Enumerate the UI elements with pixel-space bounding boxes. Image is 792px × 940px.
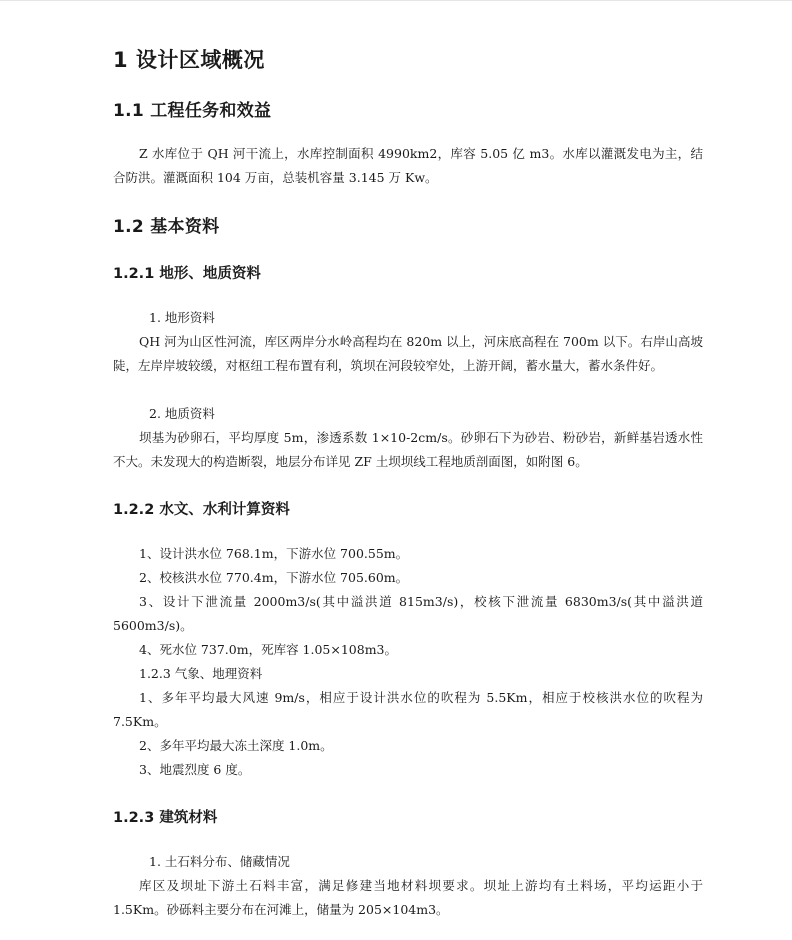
item-label-terrain: 1. 地形资料 <box>149 310 215 325</box>
list-item-check-flood: 2、校核洪水位 770.4m，下游水位 705.60m。 <box>139 570 409 585</box>
page-top-border <box>0 0 792 1</box>
subsection-heading-1-2-2: 1.2.2 水文、水利计算资料 <box>113 502 290 518</box>
section-heading-1-1: 1.1 工程任务和效益 <box>113 101 272 121</box>
section-heading-1-2: 1.2 基本资料 <box>113 217 220 237</box>
list-item-design-flood: 1、设计洪水位 768.1m，下游水位 700.55m。 <box>139 546 409 561</box>
sub-heading-climate: 1.2.3 气象、地理资料 <box>139 666 263 681</box>
list-item-frost: 2、多年平均最大冻土深度 1.0m。 <box>139 738 333 753</box>
item-label-materials: 1. 土石料分布、储藏情况 <box>149 854 290 869</box>
paragraph-terrain: QH 河为山区性河流，库区两岸分水岭高程均在 820m 以上，河床底高程在 700m 以下。右岸山高坡陡，左岸岸坡较缓，对枢纽工程布置有利，筑坝在河段较窄处，上游开阔，蓄水量大，蓄水条件好。 <box>113 334 703 373</box>
subsection-heading-1-2-3: 1.2.3 建筑材料 <box>113 810 218 826</box>
list-item-seismic: 3、地震烈度 6 度。 <box>139 762 251 777</box>
paragraph-geology: 坝基为砂卵石，平均厚度 5m，渗透系数 1×10-2cm/s。砂卵石下为砂岩、粉砂岩，新鲜基岩透水性不大。未发现大的构造断裂，地层分布详见 ZF 土坝坝线工程地质剖面图，如附图 6。 <box>113 430 703 469</box>
list-item-dead-water: 4、死水位 737.0m，死库容 1.05×108m3。 <box>139 642 398 657</box>
paragraph-materials: 库区及坝址下游土石料丰富，满足修建当地材料坝要求。坝址上游均有土料场，平均运距小于 1.5Km。砂砾料主要分布在河滩上，储量为 205×104m3。 <box>113 878 703 917</box>
list-item-wind: 1、多年平均最大风速 9m/s，相应于设计洪水位的吹程为 5.5Km，相应于校核洪水位的吹程为 7.5Km。 <box>113 690 703 729</box>
item-label-geology: 2. 地质资料 <box>149 406 215 421</box>
chapter-heading: 1 设计区域概况 <box>113 48 265 72</box>
paragraph-project-tasks: Z 水库位于 QH 河干流上，水库控制面积 4990km2，库容 5.05 亿 m3。水库以灌溉发电为主，结合防洪。灌溉面积 104 万亩，总装机容量 3.145 万 Kw。 <box>113 146 703 185</box>
subsection-heading-1-2-1: 1.2.1 地形、地质资料 <box>113 266 261 282</box>
list-item-discharge: 3、设计下泄流量 2000m3/s(其中溢洪道 815m3/s)，校核下泄流量 6830m3/s(其中溢洪道 5600m3/s)。 <box>113 594 703 633</box>
